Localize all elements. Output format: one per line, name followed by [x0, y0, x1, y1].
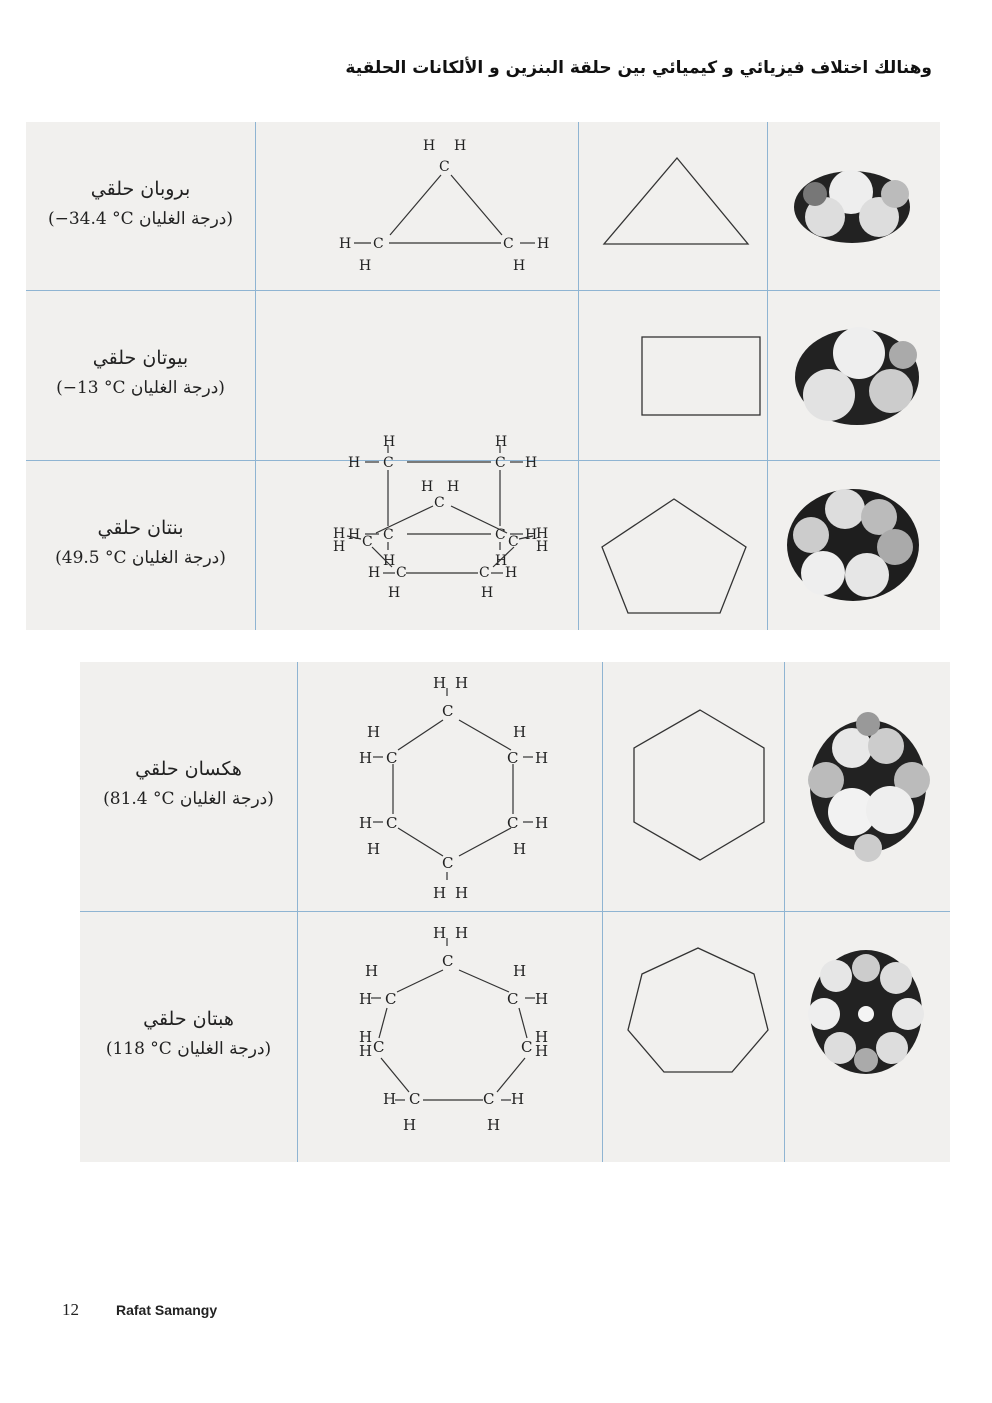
structural-formula-cyclopentane: [255, 461, 578, 630]
carbon-atom-label: C: [373, 236, 384, 252]
skeletal-hexagon: [602, 662, 784, 911]
compound-name: بيوتان حلقي: [92, 347, 189, 369]
carbon-atom-label: C: [442, 952, 454, 970]
carbon-atom-label: C: [396, 565, 407, 581]
hydrogen-atom-label: H: [333, 526, 346, 542]
carbon-atom-label: C: [503, 236, 514, 252]
hydrogen-atom-label: H: [455, 924, 469, 942]
hydrogen-atom-label: H: [359, 258, 372, 274]
compound-name-cell: [26, 174, 255, 234]
page-heading: وهنالك اختلاف فيزيائي و كيميائي بين حلقة البنزين و الألكانات الحلقية: [345, 58, 932, 78]
hydrogen-atom-label: H: [535, 814, 549, 832]
hydrogen-atom-label: H: [535, 749, 549, 767]
carbon-atom-label: C: [373, 1038, 385, 1056]
carbon-atom-label: C: [483, 1090, 495, 1108]
hydrogen-atom-label: H: [455, 674, 469, 692]
hydrogen-atom-label: H: [481, 585, 494, 601]
hydrogen-atom-label: H: [333, 539, 346, 555]
carbon-atom-label: C: [439, 159, 450, 175]
hydrogen-atom-label: H: [455, 884, 469, 902]
compound-name: هبتان حلقي: [143, 1008, 234, 1030]
carbon-atom-label: C: [434, 495, 445, 511]
skeletal-heptagon: [602, 912, 784, 1162]
carbon-atom-label: C: [385, 990, 397, 1008]
carbon-atom-label: C: [362, 534, 373, 550]
hydrogen-atom-label: H: [383, 434, 396, 450]
hydrogen-atom-label: H: [536, 539, 549, 555]
boiling-point: (درجة الغليان −34.4 °C): [47, 209, 234, 229]
hydrogen-atom-label: H: [433, 924, 447, 942]
hydrogen-atom-label: H: [359, 1028, 373, 1046]
hydrogen-atom-label: H: [447, 479, 460, 495]
hydrogen-atom-label: H: [495, 434, 508, 450]
boiling-point: (درجة الغليان 81.4 °C): [103, 789, 274, 809]
hydrogen-atom-label: H: [535, 990, 549, 1008]
hydrogen-atom-label: H: [535, 1042, 549, 1060]
skeletal-pentagon: [578, 461, 767, 630]
carbon-atom-label: C: [479, 565, 490, 581]
hydrogen-atom-label: H: [433, 674, 447, 692]
carbon-atom-label: C: [495, 527, 506, 543]
boiling-point: (درجة الغليان 118 °C): [105, 1039, 272, 1059]
space-filling-model-cycloheptane: [784, 912, 950, 1162]
hydrogen-atom-label: H: [505, 565, 518, 581]
compound-name-cell: [26, 343, 255, 403]
structural-formula-cycloheptane: [297, 912, 602, 1162]
hydrogen-atom-label: H: [339, 236, 352, 252]
carbon-atom-label: C: [409, 1090, 421, 1108]
table-row-cyclohexane: [80, 662, 950, 911]
carbon-atom-label: C: [521, 1038, 533, 1056]
hydrogen-atom-label: H: [367, 723, 381, 741]
page-number: 12: [62, 1300, 79, 1319]
carbon-atom-label: C: [386, 749, 398, 767]
carbon-atom-label: C: [383, 455, 394, 471]
carbon-atom-label: C: [495, 455, 506, 471]
hydrogen-atom-label: H: [421, 479, 434, 495]
hydrogen-atom-label: H: [365, 962, 379, 980]
hydrogen-atom-label: H: [359, 814, 373, 832]
compound-name: بروبان حلقي: [90, 178, 191, 200]
structural-formula-cyclohexane: [297, 662, 602, 911]
table-row-cyclopropane: [26, 122, 940, 290]
carbon-atom-label: C: [507, 749, 519, 767]
hydrogen-atom-label: H: [383, 553, 396, 569]
table-row-cyclopentane: [26, 461, 940, 630]
hydrogen-atom-label: H: [511, 1090, 525, 1108]
hydrogen-atom-label: H: [359, 990, 373, 1008]
space-filling-model-cyclopentane: [767, 461, 940, 630]
boiling-point: (درجة الغليان −13 °C): [56, 378, 225, 398]
hydrogen-atom-label: H: [368, 565, 381, 581]
hydrogen-atom-label: H: [423, 138, 436, 154]
hydrogen-atom-label: H: [433, 884, 447, 902]
hydrogen-atom-label: H: [359, 749, 373, 767]
carbon-atom-label: C: [507, 990, 519, 1008]
hydrogen-atom-label: H: [525, 527, 538, 543]
hydrogen-atom-label: H: [383, 1090, 397, 1108]
structural-formula-cyclobutane: [255, 291, 578, 569]
carbon-atom-label: C: [442, 854, 454, 872]
space-filling-model-cyclohexane: [784, 662, 950, 911]
space-filling-model-cyclobutane: [767, 291, 940, 460]
carbon-atom-label: C: [386, 814, 398, 832]
author-name: Rafat Samangy: [116, 1302, 218, 1318]
carbon-atom-label: C: [442, 702, 454, 720]
hydrogen-atom-label: H: [513, 962, 527, 980]
hydrogen-atom-label: H: [454, 138, 467, 154]
boiling-point: (درجة الغليان 49.5 °C): [55, 548, 226, 568]
cycloalkane-table-2: [80, 662, 950, 1162]
hydrogen-atom-label: H: [513, 258, 526, 274]
hydrogen-atom-label: H: [513, 723, 527, 741]
compound-name: هكسان حلقي: [135, 758, 242, 780]
hydrogen-atom-label: H: [513, 840, 527, 858]
compound-name-cell: [80, 754, 297, 814]
cycloalkane-table-1: [26, 122, 940, 630]
compound-name-cell: [80, 1004, 297, 1064]
compound-name-cell: [26, 513, 255, 573]
skeletal-triangle: [578, 122, 767, 290]
hydrogen-atom-label: H: [487, 1116, 501, 1134]
carbon-atom-label: C: [507, 814, 519, 832]
hydrogen-atom-label: H: [495, 553, 508, 569]
hydrogen-atom-label: H: [537, 236, 550, 252]
space-filling-model-cyclopropane: [767, 122, 940, 290]
structural-formula-cyclopropane: [255, 122, 578, 290]
compound-name: بنتان حلقي: [97, 517, 184, 539]
hydrogen-atom-label: H: [536, 526, 549, 542]
skeletal-square: [578, 291, 767, 460]
hydrogen-atom-label: H: [525, 455, 538, 471]
hydrogen-atom-label: H: [359, 1042, 373, 1060]
hydrogen-atom-label: H: [348, 455, 361, 471]
carbon-atom-label: C: [383, 527, 394, 543]
hydrogen-atom-label: H: [367, 840, 381, 858]
hydrogen-atom-label: H: [403, 1116, 417, 1134]
hydrogen-atom-label: H: [388, 585, 401, 601]
hydrogen-atom-label: H: [535, 1028, 549, 1046]
hydrogen-atom-label: H: [348, 527, 361, 543]
carbon-atom-label: C: [508, 534, 519, 550]
table-row-cycloheptane: [80, 912, 950, 1162]
